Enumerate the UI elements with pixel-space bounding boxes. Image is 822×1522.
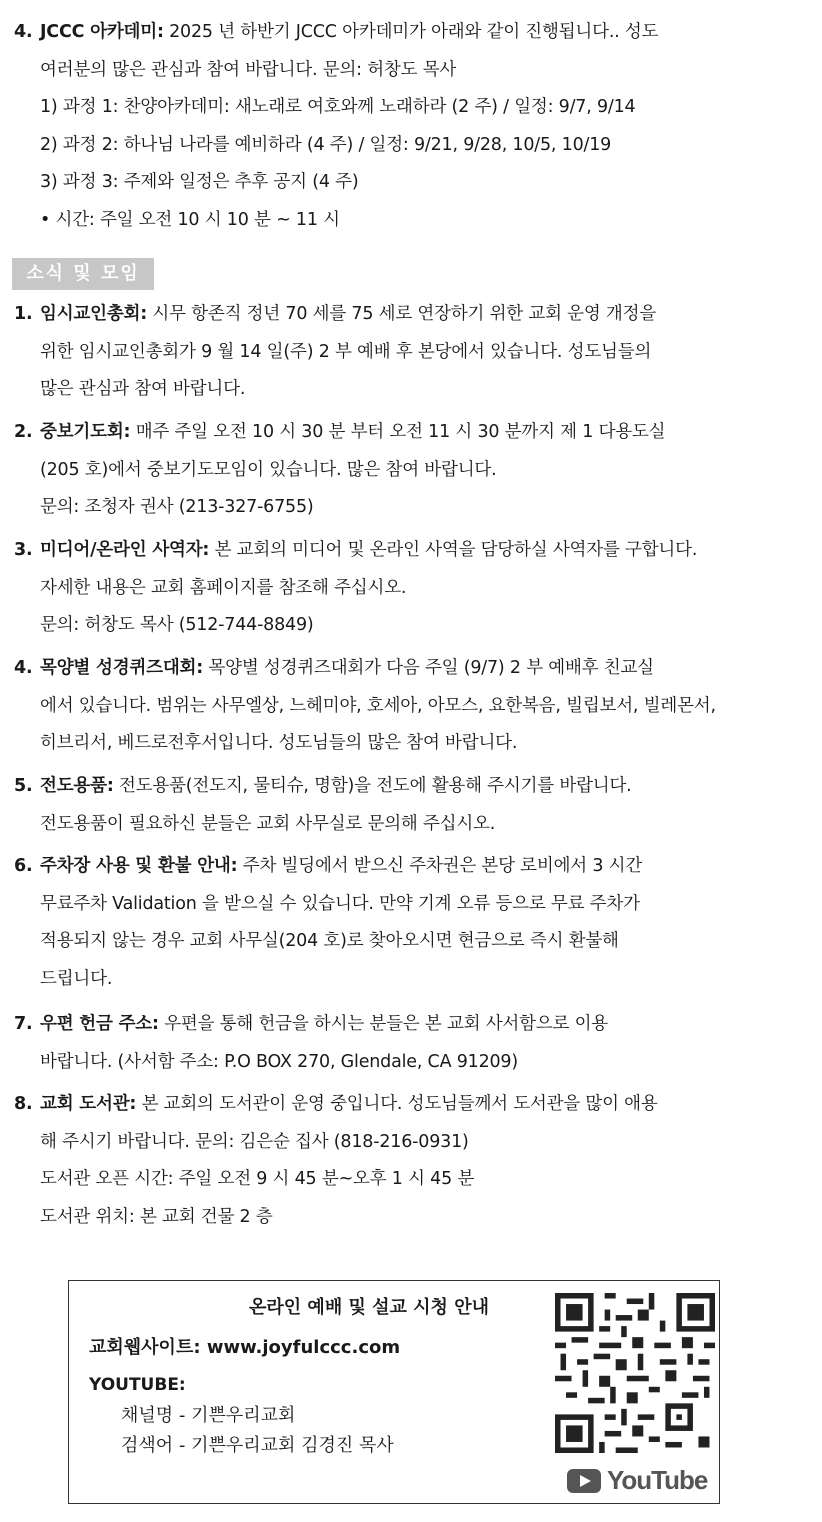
news-item-7	[14, 1006, 804, 1081]
youtube-logo[interactable]	[567, 1465, 707, 1496]
item-text: 우편을 통해 헌금을 하시는 분들은 본 교회 사서함으로 이용	[158, 1014, 609, 1034]
online-worship-box	[68, 1280, 720, 1504]
academy-line-0	[14, 14, 804, 52]
item-text: 전도용품(전도지, 물티슈, 명함)을 전도에 활용해 주시기를 바랍니다.	[113, 776, 632, 796]
item-number: 4.	[14, 22, 33, 42]
qr-code-icon[interactable]	[555, 1293, 715, 1453]
item-text: 시무 항존직 정년 70 세를 75 세로 연장하기 위한 교회 운영 개정을	[147, 304, 657, 324]
news-item-6	[14, 848, 804, 998]
item-text: 해 주시기 바랍니다. 문의: 김은순 집사 (818-216-0931)	[40, 1131, 469, 1152]
website-line	[89, 1333, 400, 1359]
item-text: 도서관 위치: 본 교회 건물 2 층	[40, 1206, 273, 1227]
youtube-logo-text: YouTube	[607, 1465, 708, 1495]
item-title: 교회 도서관:	[40, 1094, 137, 1114]
item-text: 도서관 오픈 시간: 주일 오전 9 시 45 분~오후 1 시 45 분	[40, 1169, 475, 1189]
academy-line-1: 여러분의 많은 관심과 참여 바랍니다. 문의: 허창도 목사	[40, 59, 457, 80]
item-title: 우편 헌금 주소:	[40, 1014, 159, 1034]
item-text: 바랍니다. (사서함 주소: P.O BOX 270, Glendale, CA 91209)	[40, 1051, 518, 1072]
academy-line-5: • 시간: 주일 오전 10 시 10 분 ~ 11 시	[40, 209, 340, 230]
item-number: 1.	[14, 304, 33, 324]
item-title: 목양별 성경퀴즈대회:	[40, 658, 204, 678]
item-number: 2.	[14, 422, 33, 442]
website-link[interactable]: www.joyfulccc.com	[206, 1337, 401, 1358]
item-number: 5.	[14, 776, 33, 796]
item-text: 에서 있습니다. 범위는 사무엘상, 느헤미야, 호세아, 아모스, 요한복음, 빌립보서, 빌레몬서,	[40, 695, 716, 716]
news-item-2	[14, 414, 804, 527]
item-text: 드립니다.	[40, 968, 113, 989]
website-label: 교회웹사이트:	[89, 1337, 201, 1358]
item-text: 문의: 조청자 권사 (213-327-6755)	[40, 497, 314, 517]
academy-line-3: 2) 과정 2: 하나님 나라를 예비하라 (4 주) / 일정: 9/21, 9/28, 10/5, 10/19	[40, 134, 612, 155]
item-text: 많은 관심과 참여 바랍니다.	[40, 379, 246, 399]
news-item-5	[14, 768, 804, 843]
item-title: 중보기도회:	[40, 422, 131, 442]
online-box-title: 온라인 예배 및 설교 시청 안내	[249, 1297, 489, 1318]
item-number: 8.	[14, 1094, 33, 1114]
item-number: 7.	[14, 1014, 33, 1034]
youtube-label: YOUTUBE:	[89, 1375, 186, 1395]
item-title: JCCC 아카데미:	[40, 22, 164, 42]
item-title: 미디어/온라인 사역자:	[40, 540, 210, 560]
item-text: 적용되지 않는 경우 교회 사무실(204 호)로 찾아오시면 현금으로 즉시 환불해	[40, 931, 619, 951]
section-tag-news: 소식 및 모임	[12, 258, 154, 290]
item-text: 목양별 성경퀴즈대회가 다음 주일 (9/7) 2 부 예배후 친교실	[203, 658, 654, 678]
academy-item	[14, 14, 804, 239]
item-text: 2025 년 하반기 JCCC 아카데미가 아래와 같이 진행됩니다.. 성도	[163, 22, 659, 42]
item-text: 주차 빌딩에서 받으신 주차권은 본당 로비에서 3 시간	[237, 856, 643, 876]
item-text: 문의: 허창도 목사 (512-744-8849)	[40, 615, 314, 635]
news-item-3	[14, 532, 804, 645]
item-text: 전도용품이 필요하신 분들은 교회 사무실로 문의해 주십시오.	[40, 813, 496, 834]
item-text: 위한 임시교인총회가 9 월 14 일(주) 2 부 예배 후 본당에서 있습니다. 성도님들의	[40, 341, 652, 362]
news-item-1	[14, 296, 804, 409]
item-text: 자세한 내용은 교회 홈페이지를 참조해 주십시오.	[40, 577, 407, 598]
item-number: 4.	[14, 658, 33, 678]
academy-line-2: 1) 과정 1: 찬양아카데미: 새노래로 여호와께 노래하라 (2 주) / 일정: 9/7, 9/14	[40, 97, 636, 117]
item-text: 본 교회의 도서관이 운영 중입니다. 성도님들께서 도서관을 많이 애용	[136, 1094, 658, 1114]
academy-line-4: 3) 과정 3: 주제와 일정은 추후 공지 (4 주)	[40, 172, 359, 192]
item-title: 주차장 사용 및 환불 안내:	[40, 856, 238, 876]
item-title: 전도용품:	[40, 776, 114, 796]
youtube-play-icon	[567, 1469, 601, 1493]
item-text: 매주 주일 오전 10 시 30 분 부터 오전 11 시 30 분까지 제 1 다용도실	[130, 422, 666, 442]
news-item-4	[14, 650, 804, 763]
search-keyword: 검색어 - 기쁜우리교회 김경진 목사	[121, 1435, 394, 1456]
item-text: 본 교회의 미디어 및 온라인 사역을 담당하실 사역자를 구합니다.	[209, 540, 698, 560]
news-item-8	[14, 1086, 804, 1236]
item-number: 3.	[14, 540, 33, 560]
item-text: 무료주차 Validation 을 받으실 수 있습니다. 만약 기계 오류 등으로 무료 주차가	[40, 893, 640, 914]
channel-name: 채널명 - 기쁜우리교회	[121, 1405, 296, 1426]
item-text: 히브리서, 베드로전후서입니다. 성도님들의 많은 참여 바랍니다.	[40, 733, 518, 753]
item-title: 임시교인총회:	[40, 304, 148, 324]
item-number: 6.	[14, 856, 33, 876]
item-text: (205 호)에서 중보기도모임이 있습니다. 많은 참여 바랍니다.	[40, 459, 497, 480]
